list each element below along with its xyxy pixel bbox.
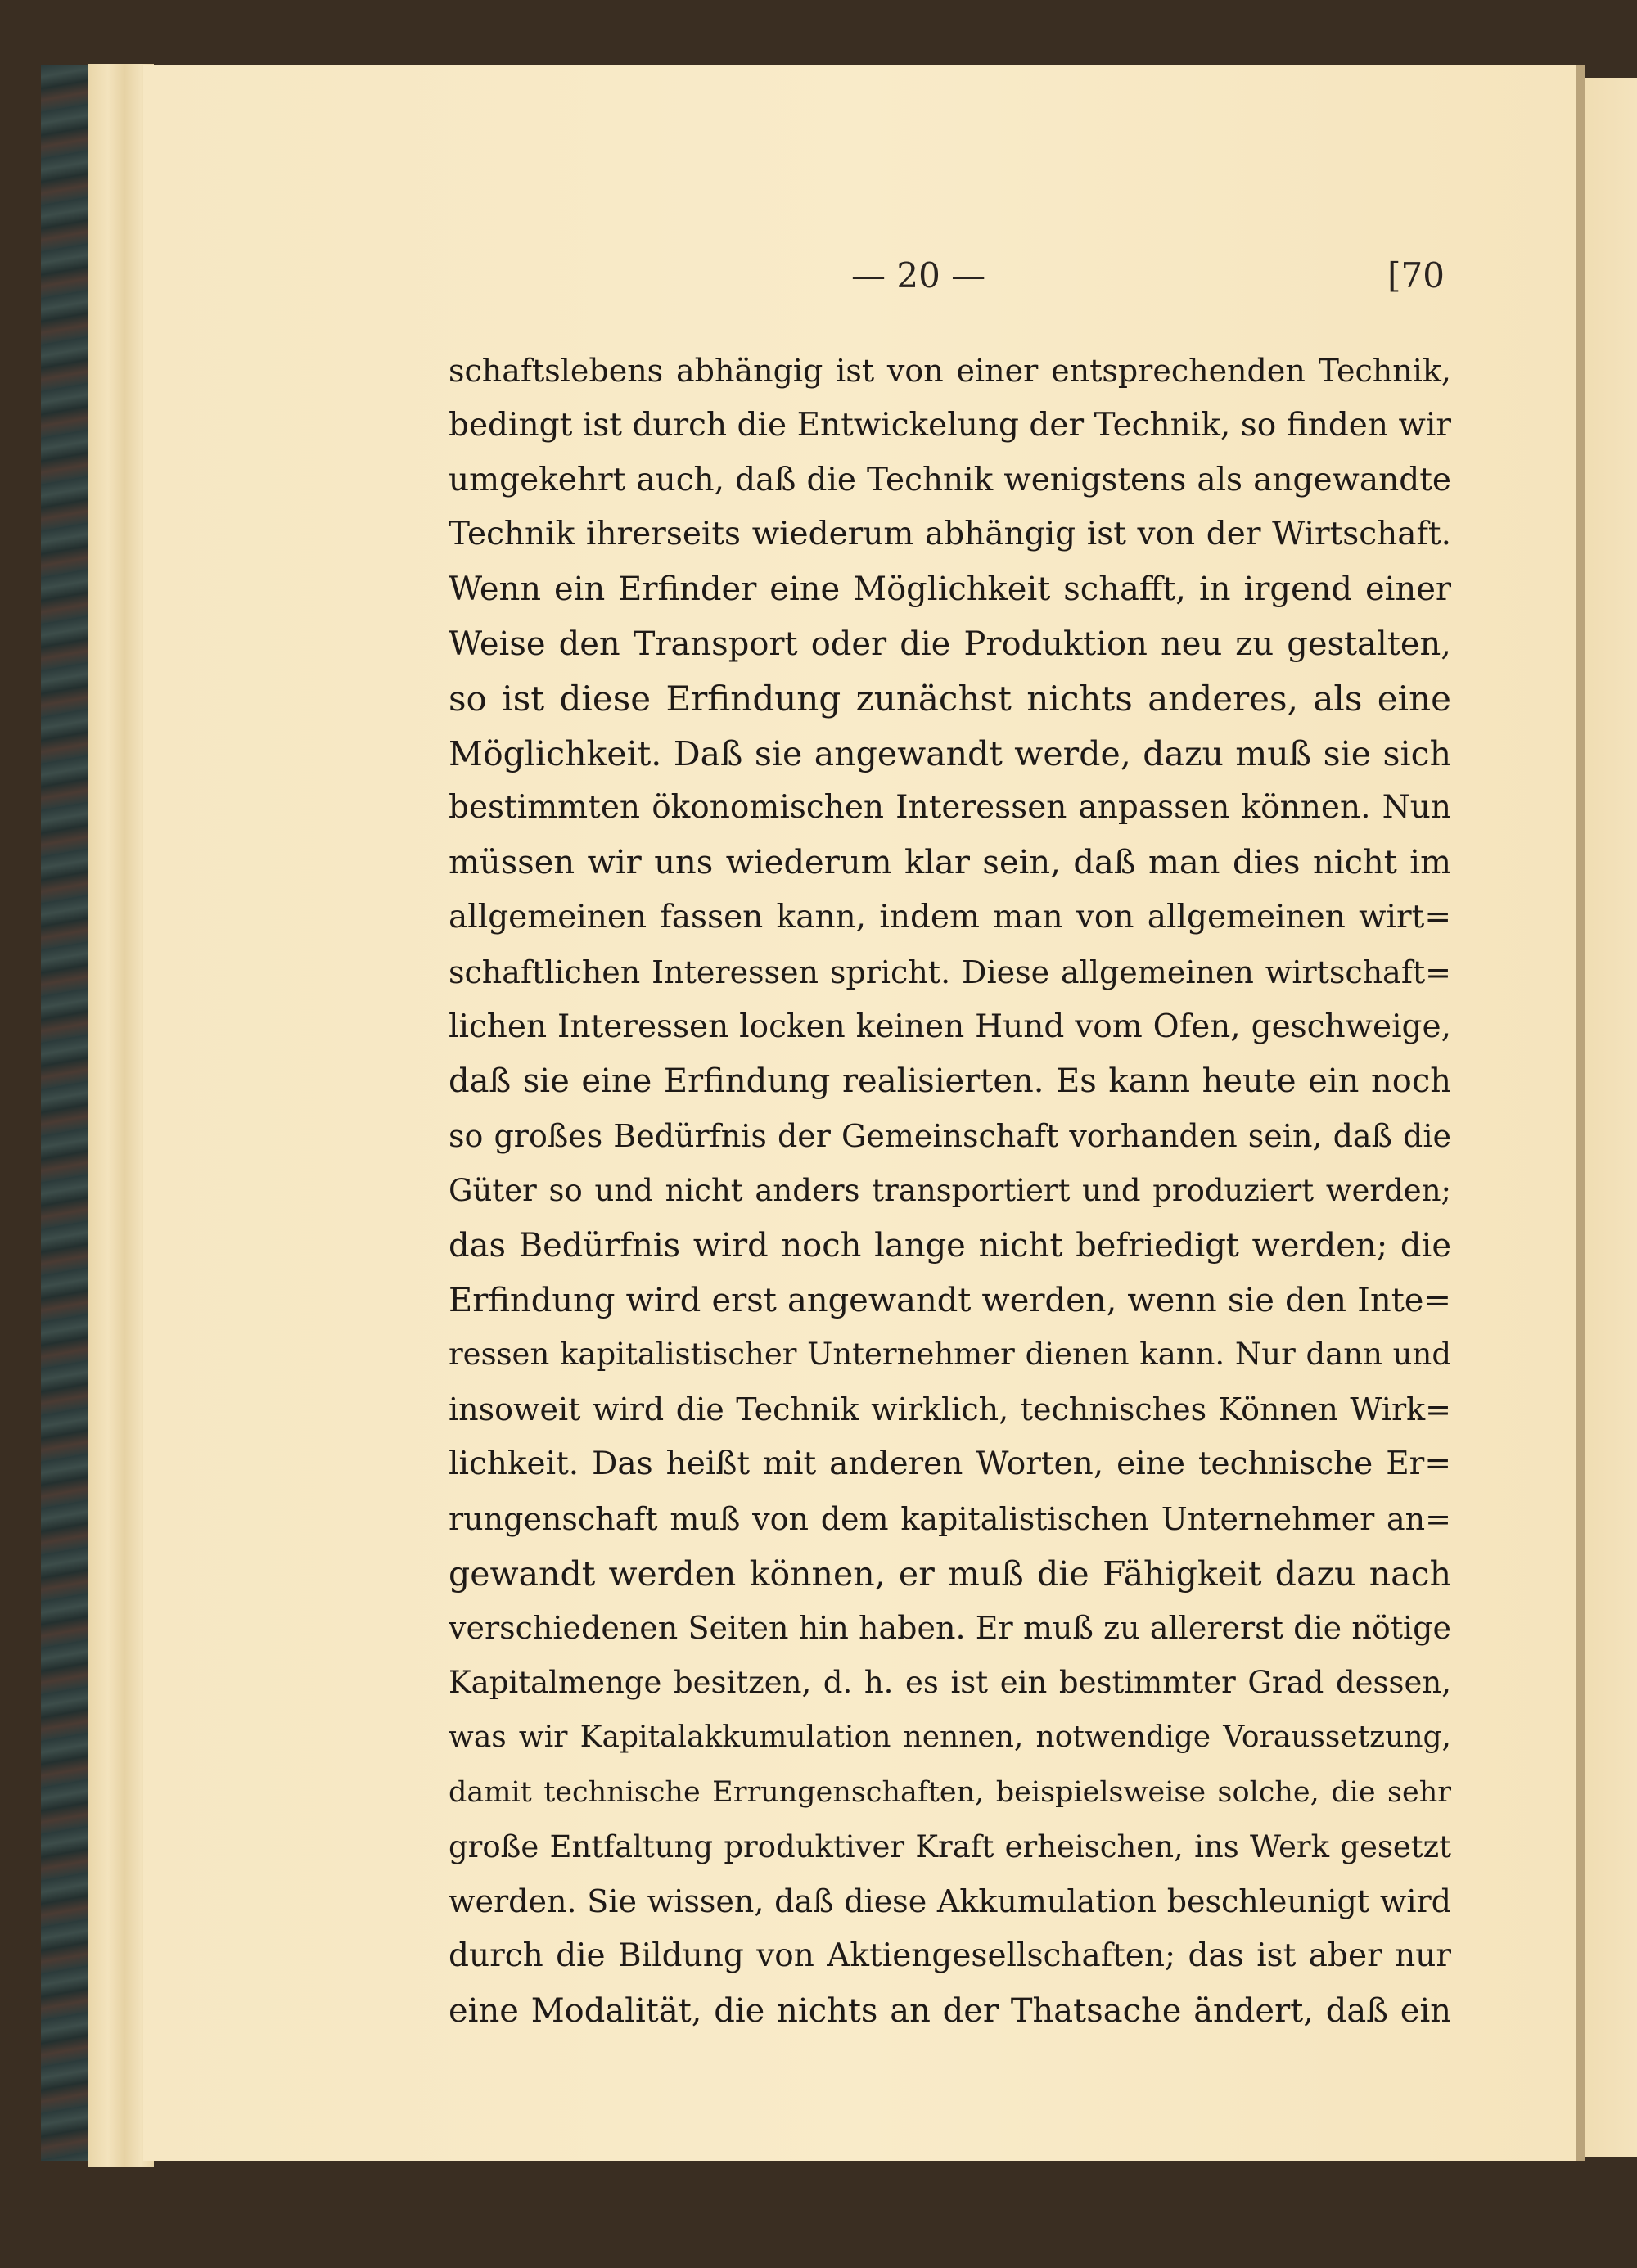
text-line: durch die Bildung von Aktiengesellschaften; das ist aber nur [449, 1937, 1451, 1975]
text-line: schaftslebens abhängig ist von einer entsprechenden Technik, [449, 353, 1451, 389]
text-line: Technik ihrerseits wiederum abhängig ist von der Wirtschaft. [449, 516, 1451, 553]
text-line: umgekehrt auch, daß die Technik wenigstens als angewandte [449, 461, 1451, 498]
next-page-edge [1585, 78, 1637, 2157]
book-gutter [1576, 65, 1585, 2161]
text-line: was wir Kapitalakkumulation nennen, notwendige Voraussetzung, [449, 1720, 1451, 1754]
text-line: lichkeit. Das heißt mit anderen Worten, eine technische Er= [449, 1445, 1451, 1482]
text-line: verschiedenen Seiten hin haben. Er muß zu allererst die nötige [449, 1610, 1451, 1647]
page-number: — 20 — [851, 255, 986, 295]
signature-mark: [70 [1387, 255, 1445, 295]
text-line: rungenschaft muß von dem kapitalistischen Unternehmer an= [449, 1500, 1451, 1537]
text-line: Wenn ein Erfinder eine Möglichkeit schafft, in irgend einer [449, 570, 1451, 609]
text-line: ressen kapitalistischer Unternehmer dienen kann. Nur dann und [449, 1337, 1451, 1373]
text-line: werden. Sie wissen, daß diese Akkumulation beschleunigt wird [449, 1883, 1451, 1920]
body-text [449, 344, 1451, 2039]
text-line: insoweit wird die Technik wirklich, technisches Können Wirk= [449, 1391, 1451, 1428]
text-line: Kapitalmenge besitzen, d. h. es ist ein bestimmter Grad dessen, [449, 1665, 1451, 1701]
text-line: so ist diese Erfindung zunächst nichts anderes, als eine [449, 678, 1451, 719]
text-line: so großes Bedürfnis der Gemeinschaft vorhanden sein, daß die [449, 1118, 1451, 1155]
text-line: bestimmten ökonomischen Interessen anpassen können. Nun [449, 789, 1451, 827]
text-line: allgemeinen fassen kann, indem man von allgemeinen wirt= [449, 898, 1451, 936]
page-header [450, 255, 1445, 304]
text-line: Erfindung wird erst angewandt werden, wenn sie den Inte= [449, 1281, 1451, 1319]
text-line: müssen wir uns wiederum klar sein, daß man dies nicht im [449, 844, 1451, 882]
text-line: Weise den Transport oder die Produktion neu zu gestalten, [449, 624, 1451, 663]
text-line: Güter so und nicht anders transportiert und produziert werden; [449, 1172, 1451, 1208]
text-line: das Bedürfnis wird noch lange nicht befriedigt werden; die [449, 1226, 1451, 1265]
text-line: lichen Interessen locken keinen Hund vom Ofen, geschweige, [449, 1008, 1451, 1045]
text-line: daß sie eine Erfindung realisierten. Es kann heute ein noch [449, 1062, 1451, 1101]
text-line: bedingt ist durch die Entwickelung der Technik, so finden wir [449, 406, 1451, 444]
text-line: schaftlichen Interessen spricht. Diese allgemeinen wirtschaft= [449, 954, 1451, 990]
text-line: gewandt werden können, er muß die Fähigkeit dazu nach [449, 1553, 1451, 1594]
text-line: damit technische Errungenschaften, beispielsweise solche, die sehr [449, 1775, 1451, 1809]
text-line: eine Modalität, die nichts an der Thatsache ändert, daß ein [449, 1991, 1451, 2030]
text-line: Möglichkeit. Daß sie angewandt werde, dazu muß sie sich [449, 733, 1451, 773]
text-line: große Entfaltung produktiver Kraft erheischen, ins Werk gesetzt [449, 1828, 1451, 1864]
